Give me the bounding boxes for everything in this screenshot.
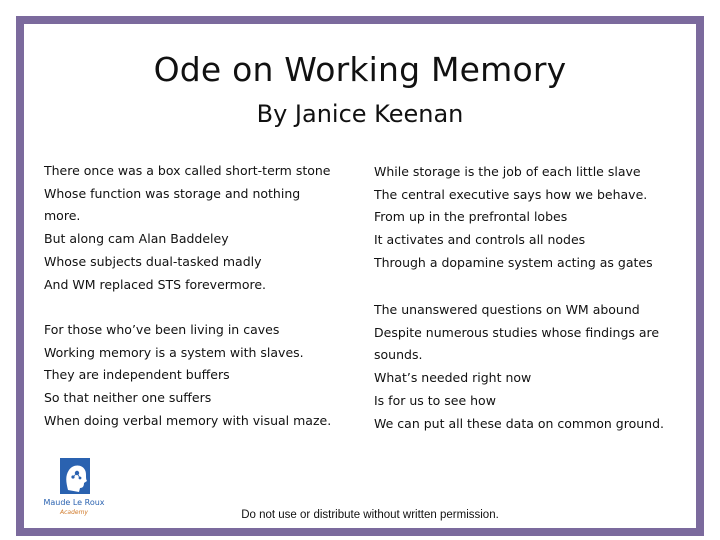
poem-line: We can put all these data on common ground. [374, 415, 665, 431]
poem-line: But along cam Alan Baddeley [44, 231, 229, 247]
stanza-4 [374, 299, 684, 435]
logo-name: Maude Le Roux [43, 498, 105, 507]
stanza-1 [44, 160, 350, 296]
poem-line: For those who’ve been living in caves [44, 322, 280, 337]
head-silhouette-icon [34, 456, 114, 498]
poem-line: So that neither one suffers [44, 390, 212, 406]
poem-line: While storage is the job of each little slave [374, 164, 641, 179]
poem-line: Through a dopamine system acting as gates [374, 254, 653, 270]
poem-line: Whose subjects dual-tasked madly [44, 253, 262, 269]
poem-line: From up in the prefrontal lobes [374, 209, 568, 225]
poem-line: There once was a box called short-term stone [44, 163, 331, 178]
poem-line: It activates and controls all nodes [374, 232, 586, 248]
poem-line: Whose function was storage and nothing [44, 185, 301, 201]
page-subtitle: By Janice Keenan [256, 100, 464, 128]
poem-line: Despite numerous studies whose findings are [374, 324, 660, 340]
poem-line: Is for us to see how [374, 392, 496, 408]
poem-line: The unanswered questions on WM abound [374, 302, 640, 317]
poem-line: The central executive says how we behave. [374, 186, 648, 202]
poem-line: more. [44, 208, 81, 224]
slide-frame [16, 16, 704, 536]
poem-line: And WM replaced STS forevermore. [44, 276, 267, 292]
poem-line: sounds. [374, 347, 423, 363]
poem-line: What’s needed right now [374, 370, 532, 386]
poem-line: They are independent buffers [44, 367, 230, 383]
stanza-3 [44, 319, 350, 433]
page-title: Ode on Working Memory [153, 50, 567, 89]
poem-line: Working memory is a system with slaves. [44, 344, 304, 360]
poem-line: When doing verbal memory with visual maze. [44, 412, 332, 428]
stanza-2 [374, 161, 684, 275]
copyright-notice: Do not use or distribute without written permission. [241, 509, 499, 521]
logo-subtitle: Academy [60, 509, 88, 516]
